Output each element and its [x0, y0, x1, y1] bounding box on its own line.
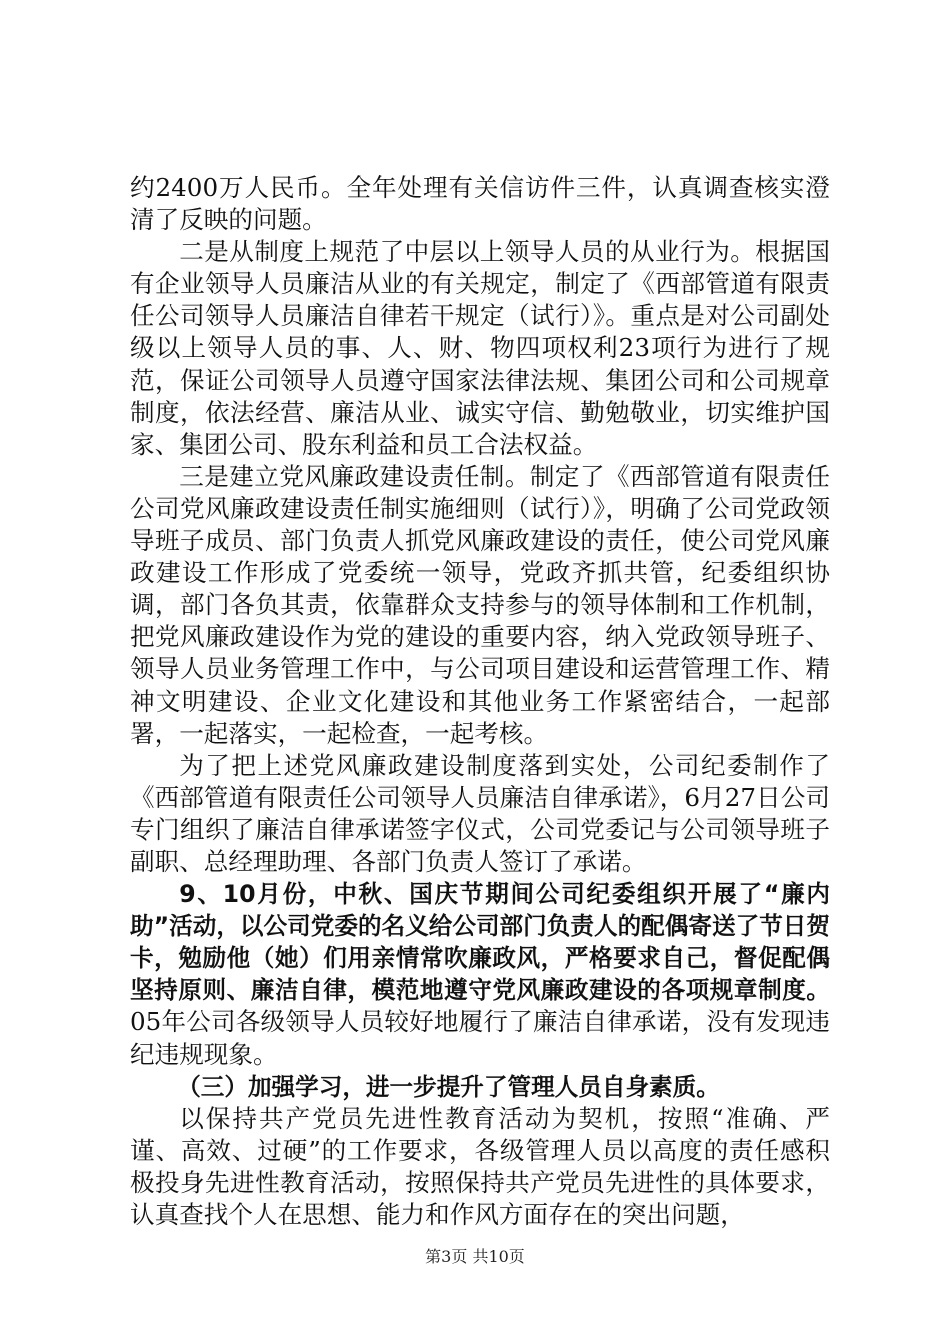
paragraph-3: 三是建立党风廉政建设责任制。制定了《西部管道有限责任公司党风廉政建设责任制实施细则（试行）》，明确了公司党政领导班子成员、部门负责人抓党风廉政建设的责任，使公司党风廉政建设工作形成了党委统一领导，党政齐抓共管，纪委组织协调，部门各负其责，依靠群众支持参与的领导体制和工作机制，把党风廉政建设作为党的建设的重要内容，纳入党政领导班子、领导人员业务管理工作中，与公司项目建设和运营管理工作、精神文明建设、企业文化建设和其他业务工作紧密结合，一起部署，一起落实，一起检查，一起考核。	[130, 461, 830, 748]
paragraph-1: 约2400万人民币。全年处理有关信访件三件，认真调查核实澄清了反映的问题。	[130, 173, 830, 235]
section-heading: （三）加强学习，进一步提升了管理人员自身素质。	[177, 1072, 720, 1101]
paragraph-5-bold-text: 9、10月份，中秋、国庆节期间公司纪委组织开展了“廉内助”活动，以公司党委的名义给公司部门负责人的配偶寄送了节日贺卡，勉励他（她）们用亲情常吹廉政风，严格要求自己，督促配偶坚持原则、廉洁自律，模范地遵守党风廉政建设的各项规章制度。	[130, 880, 830, 1005]
document-body	[130, 172, 830, 1231]
paragraph-6: 以保持共产党员先进性教育活动为契机，按照“准确、严谨、高效、过硬”的工作要求，各级管理人员以高度的责任感积极投身先进性教育活动，按照保持共产党员先进性的具体要求，认真查找个人在思想、能力和作风方面存在的突出问题，	[130, 1103, 830, 1229]
paragraph-4: 为了把上述党风廉政建设制度落到实处，公司纪委制作了《西部管道有限责任公司领导人员廉洁自律承诺》，6月27日公司专门组织了廉洁自律承诺签字仪式，公司党委记与公司领导班子副职、总经理助理、各部门负责人签订了承诺。	[130, 750, 830, 876]
paragraph-2: 二是从制度上规范了中层以上领导人员的从业行为。根据国有企业领导人员廉洁从业的有关规定，制定了《西部管道有限责任公司领导人员廉洁自律若干规定（试行）》。重点是对公司副处级以上领导人员的事、人、财、物四项权利23项行为进行了规范，保证公司领导人员遵守国家法律法规、集团公司和公司规章制度，依法经营、廉洁从业、诚实守信、勤勉敬业，切实维护国家、集团公司、股东利益和员工合法权益。	[130, 237, 830, 459]
paragraph-5-regular-text: 05年公司各级领导人员较好地履行了廉洁自律承诺，没有发现违纪违规现象。	[130, 1007, 830, 1069]
paragraph-5	[130, 878, 830, 1071]
page-footer: 第3页 共10页	[425, 1247, 525, 1266]
